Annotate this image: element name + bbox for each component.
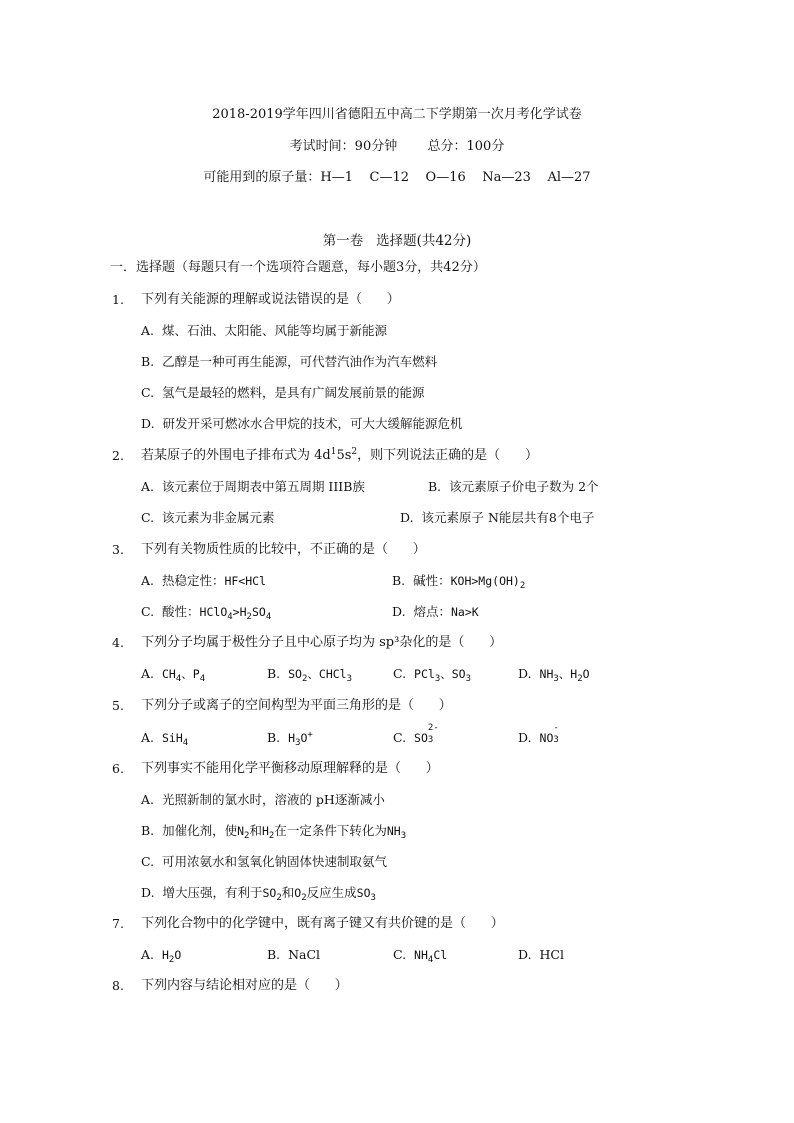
formula-part: 、CHCl <box>307 667 347 681</box>
subscript: 4 <box>182 738 189 748</box>
option-label: B. <box>267 730 281 745</box>
question-number: 6. <box>112 761 124 776</box>
option-text: B. 加催化剂，使 <box>141 823 238 838</box>
exam-time: 考试时间：90分钟 <box>289 139 398 154</box>
subscript: 2 <box>268 831 275 841</box>
formula-part: 、P <box>181 667 200 681</box>
formula-part: H <box>161 948 169 962</box>
option-label: C. 酸性： <box>141 604 200 619</box>
option-a <box>141 572 266 590</box>
formula <box>199 605 272 622</box>
subscript: 3 <box>295 738 301 748</box>
option-c <box>393 946 447 964</box>
option-a: A. 该元素位于周期表中第五周期 IIIB族 <box>141 479 365 494</box>
formula-part: NH <box>539 667 554 681</box>
subscript: 3 <box>400 831 407 841</box>
formula <box>539 667 590 684</box>
formula-part: CH <box>161 667 176 681</box>
option-label: C. <box>393 947 407 962</box>
option-b <box>267 665 352 683</box>
question-stem <box>141 447 538 465</box>
option-label: D. 熔点： <box>392 604 451 619</box>
formula-part: Cl <box>433 948 448 962</box>
option-c <box>393 665 471 683</box>
subscript: 4 <box>265 612 272 622</box>
subscript: 4 <box>175 674 182 684</box>
formula-part: 、H <box>558 667 578 681</box>
option-d <box>141 884 376 902</box>
formula-part: PCl <box>414 667 435 681</box>
option-c: C. 氢气是最轻的燃料，是具有广阔发展前景的能源 <box>141 385 425 400</box>
option-c <box>141 603 271 621</box>
formula-part: O <box>582 667 590 681</box>
superscript: 1 <box>330 447 337 457</box>
formula-part: O <box>174 948 182 962</box>
superscript: 2 <box>351 447 358 457</box>
option-b: B. NaCl <box>267 947 321 962</box>
subscript: 4 <box>227 612 233 622</box>
question-number: 2. <box>112 448 124 463</box>
formula-part: O <box>294 886 302 900</box>
section-title: 第一卷 选择题(共42分) <box>322 233 472 249</box>
subscript: 2 <box>519 581 526 591</box>
subscript: 2 <box>246 612 252 622</box>
question-stem: 下列分子均属于极性分子且中心原子均为 sp³杂化的是（ ） <box>141 635 503 650</box>
option-a <box>141 729 188 747</box>
option-label: D. <box>518 666 532 681</box>
formula-part: H <box>288 731 296 745</box>
question-number: 3. <box>112 542 124 557</box>
option-label: B. 碱性： <box>392 573 451 588</box>
question-stem: 下列有关能源的理解或说法错误的是（ ） <box>141 292 400 307</box>
option-text: 反应生成 <box>306 885 357 900</box>
formula: NO - 3 <box>539 723 559 745</box>
option-a <box>141 946 181 964</box>
option-c: C. 该元素为非金属元素 <box>141 510 275 525</box>
option-b: B. 该元素原子价电子数为 2个 <box>428 479 599 494</box>
option-d <box>518 723 561 747</box>
superscript: + <box>307 730 313 740</box>
formula <box>414 948 448 965</box>
formula: Na>K <box>451 605 479 619</box>
option-label: C. <box>393 730 407 745</box>
question-number: 8. <box>112 978 124 993</box>
exam-title: 2018-2019学年四川省德阳五中高二下学期第一次月考化学试卷 <box>212 107 582 122</box>
subscript: 2 <box>301 893 307 903</box>
option-label: A. <box>141 730 155 745</box>
formula <box>237 824 250 841</box>
formula <box>294 886 307 903</box>
formula-part: O <box>300 731 308 745</box>
formula <box>161 948 182 965</box>
option-c: C. 可用浓氨水和氢氧化钠固体快速制取氨气 <box>141 854 388 869</box>
option-label: A. 热稳定性： <box>141 573 225 588</box>
option-d: D. HCl <box>518 947 564 962</box>
subscript: 4 <box>427 955 434 965</box>
subscript: 4 <box>199 674 206 684</box>
formula-part: H <box>261 824 269 838</box>
formula <box>386 824 407 841</box>
option-label: A. <box>141 947 155 962</box>
option-b <box>392 572 525 590</box>
question-stem: 下列事实不能用化学平衡移动原理解释的是（ ） <box>141 761 439 776</box>
formula <box>450 574 526 591</box>
subscript: 2 <box>577 674 583 684</box>
option-b: B. 乙醇是一种可再生能源，可代替汽油作为汽车燃料 <box>141 354 438 369</box>
atomic-mass-line: 可能用到的原子量：H—1 C—12 O—16 Na—23 Al—27 <box>203 170 591 185</box>
option-a <box>141 665 205 683</box>
option-a: A. 光照新制的氯水时，溶液的 pH逐渐减小 <box>141 792 385 807</box>
question-stem: 下列分子或离子的空间构型为平面三角形的是（ ） <box>141 698 452 713</box>
exam-meta <box>0 135 794 154</box>
option-text: 和 <box>281 885 295 900</box>
formula <box>288 730 313 748</box>
stem-text: ，则下列说法正确的是（ ） <box>357 448 538 463</box>
formula-part: SO <box>414 731 428 745</box>
option-d <box>392 603 479 621</box>
formula <box>414 667 472 684</box>
formula <box>262 886 282 903</box>
formula <box>161 731 189 748</box>
formula-part: NH <box>386 824 401 838</box>
option-c <box>393 723 440 747</box>
formula-part: N <box>237 824 245 838</box>
question-number: 4. <box>112 635 124 650</box>
subscript: 3 <box>465 674 472 684</box>
formula-part: SO <box>288 667 302 681</box>
formula-part: SiH <box>161 731 183 745</box>
option-d: D. 该元素原子 N能层共有8个电子 <box>400 510 595 525</box>
subscript: 2 <box>301 674 308 684</box>
formula-part: SO <box>251 605 266 619</box>
subscript: 3 <box>370 893 376 903</box>
option-label: A. <box>141 666 155 681</box>
formula <box>261 824 275 841</box>
question-stem: 下列内容与结论相对应的是（ ） <box>141 978 348 993</box>
option-b <box>141 822 406 840</box>
formula-part: SO <box>262 886 277 900</box>
formula-part: >H <box>232 605 247 619</box>
question-number: 5. <box>112 698 124 713</box>
stem-text: 若某原子的外围电子排布式为 4d <box>141 448 331 463</box>
subscript: 3 <box>434 674 441 684</box>
stem-text: 5s <box>336 448 352 463</box>
formula <box>356 886 376 903</box>
option-d <box>518 665 590 683</box>
question-stem: 下列有关物质性质的比较中，不正确的是（ ） <box>141 542 426 557</box>
formula <box>161 667 206 684</box>
option-text: D. 增大压强，有利于 <box>141 885 263 900</box>
formula-part: SO <box>356 886 371 900</box>
question-number: 7. <box>112 916 124 931</box>
subscript: 3 <box>346 674 353 684</box>
subscript: 2 <box>168 955 175 965</box>
question-stem: 下列化合物中的化学键中，既有离子键又有共价键的是（ ） <box>141 916 504 931</box>
subscript: 3 <box>553 674 559 684</box>
subscript: 2 <box>244 831 250 841</box>
formula-part: NO <box>539 731 554 745</box>
option-label: B. <box>267 666 281 681</box>
formula-part: 、SO <box>440 667 466 681</box>
formula-part: HClO <box>199 605 228 619</box>
formula-part: KOH>Mg(OH) <box>450 574 520 588</box>
option-label: C. <box>393 666 407 681</box>
formula-part: NH <box>414 948 428 962</box>
option-a: A. 煤、石油、太阳能、风能等均属于新能源 <box>141 323 387 338</box>
formula: HF<HCl <box>224 574 266 588</box>
option-text: 和 <box>249 823 262 838</box>
option-text: 在一定条件下转化为 <box>274 823 387 838</box>
formula: SO 2- 3 <box>414 723 439 745</box>
exam-total-score: 总分：100分 <box>427 139 505 154</box>
option-d: D. 研发开采可燃冰水合甲烷的技术，可大大缓解能源危机 <box>141 416 463 431</box>
option-label: D. <box>518 730 532 745</box>
option-b <box>267 729 313 747</box>
part-heading: 一．选择题（每题只有一个选项符合题意，每小题3分，共42分） <box>110 260 486 275</box>
question-number: 1. <box>112 292 124 307</box>
subscript: 2 <box>276 893 282 903</box>
formula <box>288 667 353 684</box>
